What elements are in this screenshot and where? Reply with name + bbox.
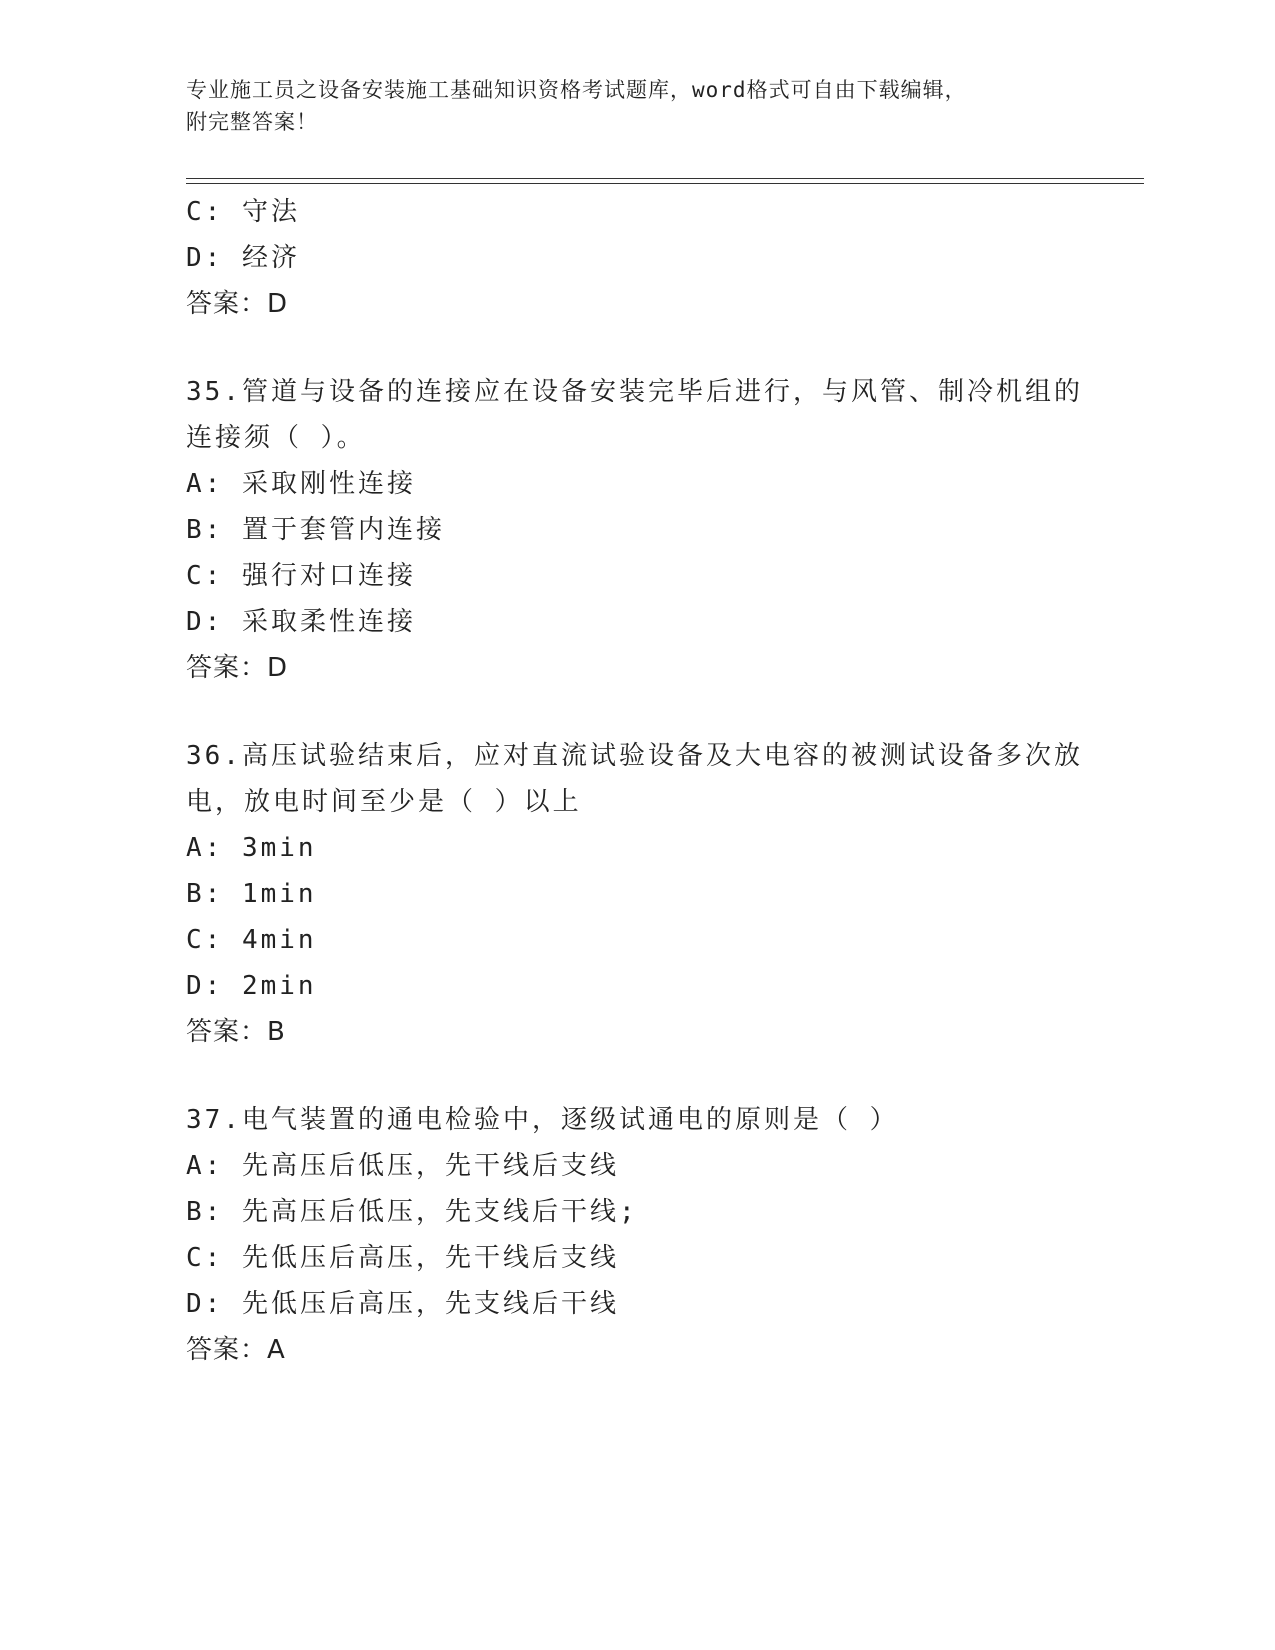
option-letter: B: — [186, 879, 224, 909]
header-divider-bottom — [186, 183, 1144, 184]
option-a — [186, 825, 1106, 871]
option-letter: B: — [186, 1197, 224, 1227]
option-d — [186, 1281, 1106, 1327]
option-text: 1min — [241, 879, 317, 909]
question-list — [186, 189, 1106, 1373]
header-divider-top — [186, 178, 1144, 179]
option-d — [186, 599, 1106, 645]
option-letter: D: — [186, 607, 224, 637]
option-c — [186, 553, 1106, 599]
option-a — [186, 461, 1106, 507]
question-37 — [186, 1097, 1106, 1373]
question-stem-line: 电，放电时间至少是（ ）以上 — [186, 787, 582, 817]
option-text: 采取刚性连接 — [241, 469, 416, 499]
option-text: 置于套管内连接 — [241, 515, 445, 545]
question-stem-line: 36.高压试验结束后，应对直流试验设备及大电容的被测试设备多次放 — [186, 741, 1083, 771]
option-text: 强行对口连接 — [241, 561, 416, 591]
question-stem-line: 连接须（ ）。 — [186, 423, 366, 453]
option-text: 先低压后高压，先干线后支线 — [241, 1243, 619, 1273]
option-letter: A: — [186, 833, 224, 863]
question-35 — [186, 369, 1106, 691]
option-text: 经济 — [241, 243, 300, 273]
document-header — [186, 74, 1086, 138]
option-letter: A: — [186, 469, 224, 499]
option-c — [186, 189, 1106, 235]
option-text: 4min — [241, 925, 317, 955]
option-b — [186, 1189, 1106, 1235]
question-stem-line: 37.电气装置的通电检验中，逐级试通电的原则是（ ） — [186, 1105, 899, 1135]
answer-line: 答案：D — [186, 653, 289, 683]
option-text: 2min — [241, 971, 317, 1001]
question-stem-line: 35.管道与设备的连接应在设备安装完毕后进行，与风管、制冷机组的 — [186, 377, 1083, 407]
option-text: 3min — [241, 833, 317, 863]
option-letter: C: — [186, 561, 224, 591]
option-letter: C: — [186, 1243, 224, 1273]
option-letter: C: — [186, 197, 224, 227]
option-c — [186, 1235, 1106, 1281]
option-letter: B: — [186, 515, 224, 545]
spacer — [186, 1055, 1106, 1097]
header-line-1: 专业施工员之设备安装施工基础知识资格考试题库，word格式可自由下载编辑， — [186, 78, 967, 102]
option-d — [186, 963, 1106, 1009]
option-c — [186, 917, 1106, 963]
option-b — [186, 871, 1106, 917]
option-text: 守法 — [241, 197, 300, 227]
answer-line: 答案：A — [186, 1335, 286, 1365]
option-b — [186, 507, 1106, 553]
option-letter: D: — [186, 1289, 224, 1319]
option-text: 采取柔性连接 — [241, 607, 416, 637]
option-letter: A: — [186, 1151, 224, 1181]
option-text: 先高压后低压，先支线后干线; — [241, 1197, 638, 1227]
spacer — [186, 327, 1106, 369]
option-a — [186, 1143, 1106, 1189]
question-36 — [186, 733, 1106, 1055]
option-d — [186, 235, 1106, 281]
option-text: 先低压后高压，先支线后干线 — [241, 1289, 619, 1319]
spacer — [186, 691, 1106, 733]
header-line-2: 附完整答案！ — [186, 110, 318, 134]
option-letter: D: — [186, 971, 224, 1001]
answer-line: 答案：B — [186, 1017, 286, 1047]
option-letter: C: — [186, 925, 224, 955]
question-34-tail — [186, 189, 1106, 327]
answer-line: 答案：D — [186, 289, 289, 319]
option-letter: D: — [186, 243, 224, 273]
option-text: 先高压后低压，先干线后支线 — [241, 1151, 619, 1181]
